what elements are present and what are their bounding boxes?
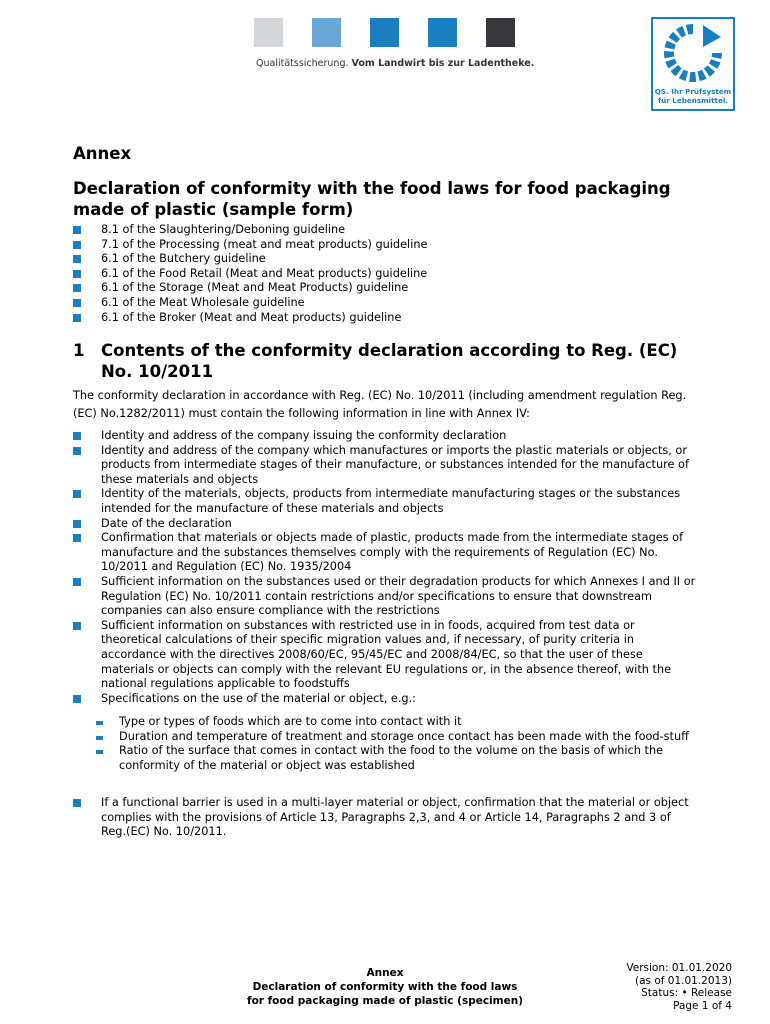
list-item: Identity of the materials, objects, products from intermediate manufacturing stages or the substances intended for the manufacture of these materials and objects	[73, 487, 698, 516]
list-item: Type or types of foods which are to come into contact with it	[96, 715, 692, 730]
square-bullet-icon	[73, 255, 81, 263]
list-item: Sufficient information on the substances used or their degradation products for which Annexes I and II or Regulation (EC) No. 10/2011 contain restrictions and/or specifications to ensure that downstream companies can also ensure compliance with the restrictions	[73, 575, 698, 619]
requirements-list	[73, 429, 698, 706]
list-item: Specifications on the use of the material or object, e.g.:	[73, 692, 698, 707]
tagline-bold: Vom Landwirt bis zur Ladentheke.	[351, 58, 535, 69]
logo-line-1: QS. Ihr Prüfsystem	[654, 87, 732, 96]
footer-line-1: Annex	[366, 967, 404, 979]
logo-text	[653, 88, 733, 105]
color-square-2	[312, 18, 341, 47]
list-item: Date of the declaration	[73, 517, 698, 532]
brand-color-squares	[254, 18, 515, 47]
square-bullet-icon	[73, 622, 81, 630]
status: Status: • Release	[641, 987, 732, 999]
list-item: 8.1 of the Slaughtering/Deboning guideline	[73, 223, 673, 238]
logo-line-2: für Lebensmittel.	[657, 95, 729, 105]
color-square-3	[370, 18, 399, 47]
square-bullet-icon	[73, 447, 81, 455]
square-bullet-icon	[73, 432, 81, 440]
guidelines-list	[73, 223, 673, 325]
square-bullet-icon	[73, 270, 81, 278]
square-bullet-icon	[73, 299, 81, 307]
list-item: 6.1 of the Storage (Meat and Meat Products) guideline	[73, 281, 673, 296]
list-item: 6.1 of the Meat Wholesale guideline	[73, 296, 673, 311]
list-item: 6.1 of the Butchery guideline	[73, 252, 673, 267]
footer-version-info	[626, 962, 732, 1012]
section-number: 1	[73, 341, 85, 360]
tagline	[256, 58, 534, 69]
square-bullet-icon	[73, 578, 81, 586]
dash-bullet-icon	[96, 721, 103, 725]
footer-line-2: Declaration of conformity with the food laws	[252, 981, 518, 993]
section-title: Contents of the conformity declaration according to Reg. (EC) No. 10/2011	[101, 341, 678, 381]
list-item: 6.1 of the Food Retail (Meat and Meat products) guideline	[73, 267, 673, 282]
tagline-regular: Qualitätssicherung.	[256, 58, 349, 69]
list-item: Identity and address of the company which manufactures or imports the plastic materials or objects, or products from intermediate stages of their manufacture, or substances intended for the manufacture of these materials and objects	[73, 444, 698, 488]
section-1-heading	[73, 340, 713, 382]
dash-bullet-icon	[96, 750, 103, 754]
list-item: 7.1 of the Processing (meat and meat products) guideline	[73, 238, 673, 253]
list-item: 6.1 of the Broker (Meat and Meat products) guideline	[73, 311, 673, 326]
dash-bullet-icon	[96, 736, 103, 740]
footer-line-3: for food packaging made of plastic (specimen)	[247, 995, 523, 1007]
list-item: Ratio of the surface that comes in contact with the food to the volume on the basis of which the conformity of the material or object was established	[96, 744, 692, 773]
square-bullet-icon	[73, 226, 81, 234]
usage-specifications-list	[96, 715, 692, 773]
list-item: Sufficient information on substances with restricted use in in foods, acquired from test data or theoretical calculations of their specific migration values and, if necessary, of purity criteria in accordance with the directives 2008/60/EC, 95/45/EC and 2008/84/EC, so that the user of these materials or objects can comply with the relevant EU regulations or, in the absence thereof, with the national regulations applicable to foodstuffs	[73, 619, 698, 692]
square-bullet-icon	[73, 284, 81, 292]
square-bullet-icon	[73, 534, 81, 542]
square-bullet-icon	[73, 695, 81, 703]
square-bullet-icon	[73, 241, 81, 249]
list-item: If a functional barrier is used in a multi-layer material or object, confirmation that the material or object complies with the provisions of Article 13, Paragraphs 2,3, and 4 or Article 14, Paragraphs 2 and 3 of Reg.(EC) No. 10/2011.	[73, 796, 698, 840]
square-bullet-icon	[73, 314, 81, 322]
square-bullet-icon	[73, 799, 81, 807]
footer-title	[235, 966, 535, 1008]
list-item: Confirmation that materials or objects made of plastic, products made from the intermediate stages of manufacture and the substances themselves comply with the requirements of Regulation (EC) No. 10/2011 and Regulation (EC) No. 1935/2004	[73, 531, 698, 575]
section-intro: The conformity declaration in accordance with Reg. (EC) No. 10/2011 (including amendment regulation Reg. (EC) No.1282/2011) must contain the following information in line with Annex IV:	[73, 389, 687, 420]
declaration-title: Declaration of conformity with the food laws for food packaging made of plastic (sample form)	[73, 179, 671, 219]
color-square-5	[486, 18, 515, 47]
version: Version: 01.01.2020	[626, 962, 732, 974]
square-bullet-icon	[73, 490, 81, 498]
barrier-list	[73, 796, 698, 840]
list-item: Duration and temperature of treatment and storage once contact has been made with the food-stuff	[96, 730, 692, 745]
color-square-1	[254, 18, 283, 47]
page-number: Page 1 of 4	[673, 999, 732, 1012]
annex-title: Annex	[73, 144, 132, 163]
qs-arrow-icon	[663, 23, 723, 83]
list-item: Identity and address of the company issuing the conformity declaration	[73, 429, 698, 444]
square-bullet-icon	[73, 520, 81, 528]
qs-logo	[651, 17, 735, 111]
as-of-date: (as of 01.01.2013)	[634, 974, 732, 987]
color-square-4	[428, 18, 457, 47]
